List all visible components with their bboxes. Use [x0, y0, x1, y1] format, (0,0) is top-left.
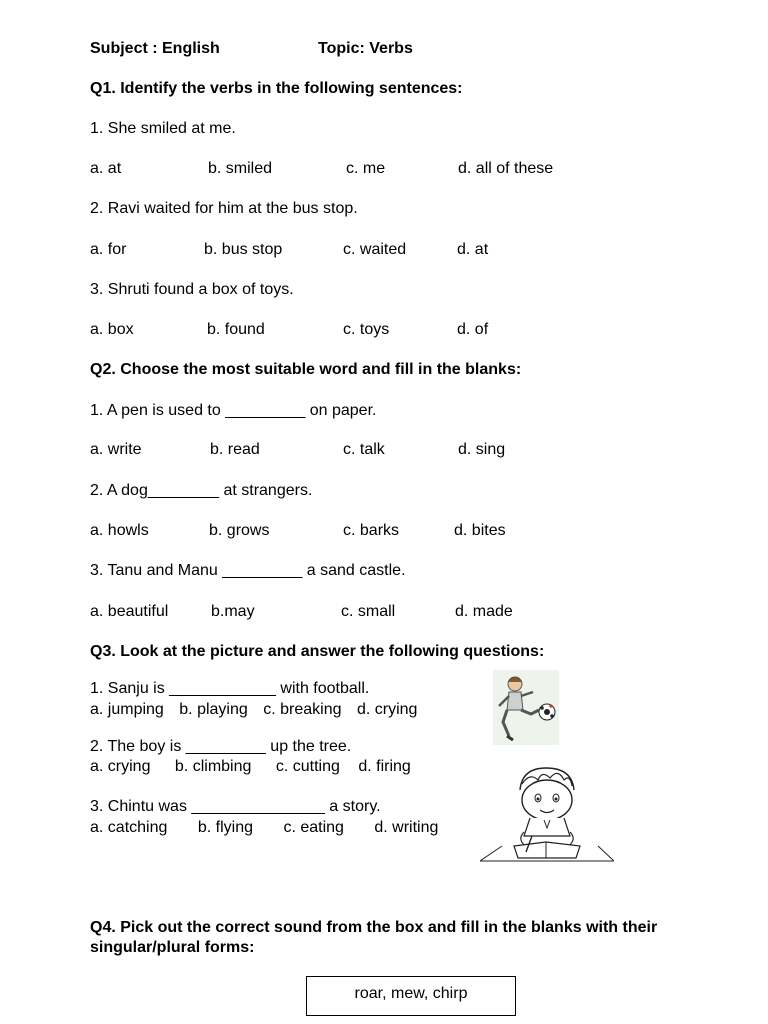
writing-boy-image — [480, 762, 614, 862]
option-d: d. at — [457, 241, 489, 258]
q3-heading: Q3. Look at the picture and answer the following questions: — [90, 643, 545, 660]
option-d: d. of — [457, 321, 489, 338]
q2-sentence-2: 2. A dog________ at strangers. — [90, 482, 313, 499]
option-a: a. beautiful — [90, 603, 169, 620]
q3-sentence-1: 1. Sanju is ____________ with football. — [90, 680, 370, 697]
q1-sentence-3: 3. Shruti found a box of toys. — [90, 281, 294, 298]
option-d: d. all of these — [458, 160, 554, 177]
q4-heading-line-1: Q4. Pick out the correct sound from the box and fill in the blanks with their — [90, 919, 658, 936]
q1-sentence-2: 2. Ravi waited for him at the bus stop. — [90, 200, 358, 217]
option-c: c. me — [346, 160, 386, 177]
option-a: a. howls — [90, 522, 149, 539]
option-c: c. cutting — [275, 758, 340, 775]
option-d: d. firing — [358, 758, 411, 775]
option-d: d. writing — [374, 819, 439, 836]
option-b: b. found — [207, 321, 265, 338]
q1-sentence-1: 1. She smiled at me. — [90, 120, 236, 137]
option-c: c. eating — [283, 819, 344, 836]
option-b: b. playing — [179, 701, 248, 718]
q2-heading: Q2. Choose the most suitable word and fill in the blanks: — [90, 361, 522, 378]
q1-options-2 — [90, 240, 690, 260]
option-b: b.may — [211, 603, 255, 620]
option-a: a. catching — [90, 819, 168, 836]
q4-heading-line-2: singular/plural forms: — [90, 939, 255, 956]
q2-options-3 — [90, 602, 690, 622]
option-a: a. jumping — [90, 701, 164, 718]
writing-boy-icon — [480, 762, 614, 862]
topic-label: Topic: Verbs — [318, 40, 413, 57]
option-b: b. smiled — [208, 160, 273, 177]
option-d: d. made — [455, 603, 513, 620]
option-d: d. sing — [458, 441, 506, 458]
q1-options-1 — [90, 159, 690, 179]
option-b: b. flying — [197, 819, 253, 836]
option-c: c. barks — [343, 522, 400, 539]
option-c: c. toys — [343, 321, 390, 338]
q3-sentence-2: 2. The boy is _________ up the tree. — [90, 738, 352, 755]
q2-options-1 — [90, 440, 690, 460]
q2-options-2 — [90, 521, 690, 541]
option-c: c. waited — [343, 241, 407, 258]
sound-word-box — [306, 976, 516, 1016]
option-c: c. breaking — [263, 701, 342, 718]
subject-label: Subject : English — [90, 40, 220, 57]
q3-options-2 — [90, 757, 422, 776]
option-d: d. crying — [356, 701, 418, 718]
q3-options-1 — [90, 700, 428, 719]
q1-options-3 — [90, 320, 690, 340]
option-d: d. bites — [454, 522, 506, 539]
football-boy-icon — [493, 670, 559, 745]
option-c: c. small — [341, 603, 396, 620]
option-a: a. at — [90, 160, 122, 177]
option-a: a. for — [90, 241, 127, 258]
q2-sentence-1: 1. A pen is used to _________ on paper. — [90, 402, 377, 419]
option-a: a. write — [90, 441, 142, 458]
q1-heading: Q1. Identify the verbs in the following sentences: — [90, 80, 463, 97]
option-c: c. talk — [343, 441, 385, 458]
q3-sentence-3: 3. Chintu was _______________ a story. — [90, 798, 381, 815]
q2-sentence-3: 3. Tanu and Manu _________ a sand castle. — [90, 562, 406, 579]
option-b: b. bus stop — [204, 241, 283, 258]
option-a: a. crying — [90, 758, 151, 775]
q3-options-3 — [90, 818, 449, 837]
option-b: b. climbing — [174, 758, 252, 775]
option-b: b. read — [210, 441, 260, 458]
option-b: b. grows — [209, 522, 270, 539]
sound-word-box-text: roar, mew, chirp — [354, 985, 468, 1002]
football-boy-image — [493, 670, 559, 745]
option-a: a. box — [90, 321, 134, 338]
